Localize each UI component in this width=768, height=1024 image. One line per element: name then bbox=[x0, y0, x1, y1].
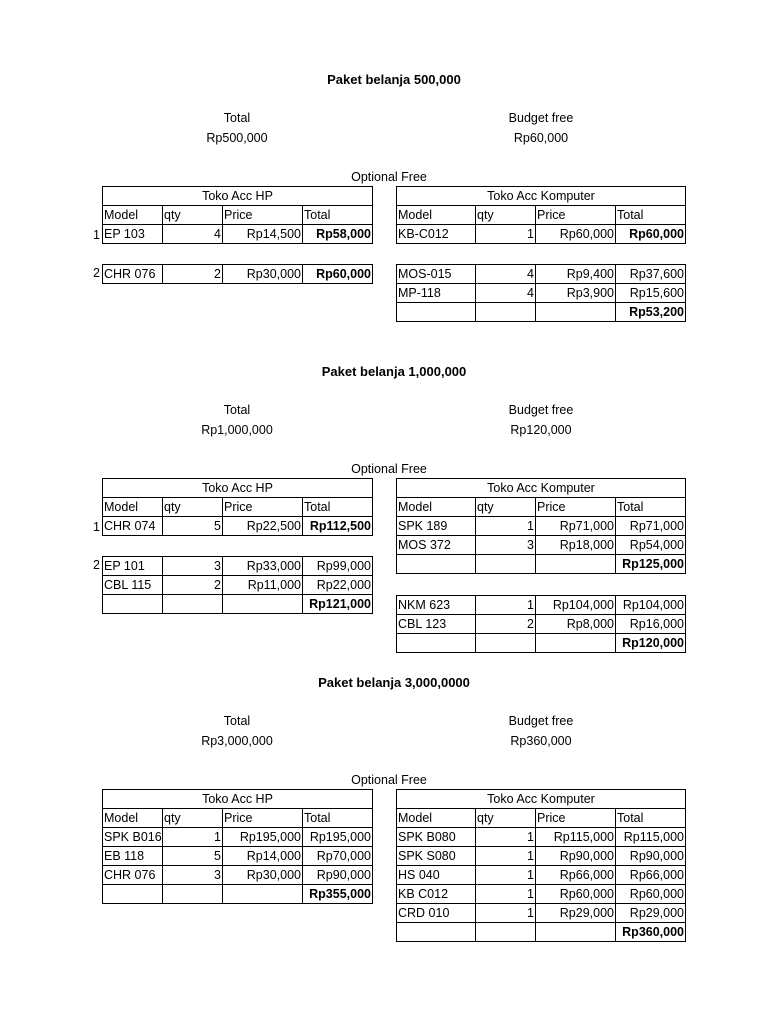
cell-price: Rp33,000 bbox=[223, 557, 303, 576]
table-row bbox=[103, 576, 373, 595]
cell-qty: 1 bbox=[163, 828, 223, 847]
column-headers bbox=[397, 206, 686, 225]
cell-model: KB C012 bbox=[397, 885, 476, 904]
col-qty: qty bbox=[163, 498, 223, 517]
section-2-total-label: Total bbox=[223, 403, 251, 417]
table-row bbox=[103, 225, 373, 244]
cell-model: NKM 623 bbox=[397, 596, 476, 615]
subtotal-value: Rp121,000 bbox=[303, 595, 373, 614]
col-qty: qty bbox=[163, 206, 223, 225]
cell-model: CHR 076 bbox=[103, 866, 163, 885]
section-1-total-value: Rp500,000 bbox=[206, 131, 268, 145]
table-row bbox=[397, 885, 686, 904]
cell-qty: 1 bbox=[476, 847, 536, 866]
section-3-optional-label: Optional Free bbox=[351, 773, 427, 787]
cell-total: Rp37,600 bbox=[616, 265, 686, 284]
cell-total: Rp195,000 bbox=[303, 828, 373, 847]
cell-price: Rp18,000 bbox=[536, 536, 616, 555]
cell-qty: 1 bbox=[476, 517, 536, 536]
col-price: Price bbox=[223, 498, 303, 517]
col-model: Model bbox=[103, 498, 163, 517]
cell-total: Rp15,600 bbox=[616, 284, 686, 303]
cell-qty: 2 bbox=[163, 265, 223, 284]
cell-total: Rp66,000 bbox=[616, 866, 686, 885]
cell-price: Rp60,000 bbox=[536, 225, 616, 244]
column-headers bbox=[103, 809, 373, 828]
col-qty: qty bbox=[476, 809, 536, 828]
cell-price: Rp71,000 bbox=[536, 517, 616, 536]
col-price: Price bbox=[536, 206, 616, 225]
col-total: Total bbox=[616, 498, 686, 517]
hp-row-index: 1 bbox=[93, 520, 100, 534]
section-3-budget-label: Budget free bbox=[508, 714, 574, 728]
hp-row-index: 2 bbox=[93, 558, 100, 572]
col-model: Model bbox=[103, 809, 163, 828]
section-1-title: Paket belanja 500,000 bbox=[327, 72, 461, 87]
cell-total: Rp104,000 bbox=[616, 596, 686, 615]
cell-total: Rp71,000 bbox=[616, 517, 686, 536]
section-1-comp-table-2 bbox=[396, 264, 686, 322]
table-row bbox=[397, 225, 686, 244]
table-row bbox=[103, 847, 373, 866]
cell-qty: 4 bbox=[163, 225, 223, 244]
table-row bbox=[103, 517, 373, 536]
table-header: Toko Acc Komputer bbox=[397, 187, 686, 206]
col-price: Price bbox=[223, 809, 303, 828]
cell-model: CHR 074 bbox=[103, 517, 163, 536]
cell-model: EP 101 bbox=[103, 557, 163, 576]
section-2-title: Paket belanja 1,000,000 bbox=[321, 364, 467, 379]
cell-total: Rp29,000 bbox=[616, 904, 686, 923]
section-2-hp-table bbox=[102, 478, 373, 536]
section-2-comp-table bbox=[396, 478, 686, 574]
cell-total: Rp60,000 bbox=[616, 885, 686, 904]
col-model: Model bbox=[397, 498, 476, 517]
section-2-total-value: Rp1,000,000 bbox=[201, 423, 273, 437]
cell-price: Rp11,000 bbox=[223, 576, 303, 595]
cell-price: Rp30,000 bbox=[223, 265, 303, 284]
table-row bbox=[103, 557, 373, 576]
table-header: Toko Acc Komputer bbox=[397, 479, 686, 498]
table-row bbox=[397, 904, 686, 923]
cell-price: Rp66,000 bbox=[536, 866, 616, 885]
col-price: Price bbox=[223, 206, 303, 225]
table-header: Toko Acc HP bbox=[103, 187, 373, 206]
section-3-total-label: Total bbox=[223, 714, 251, 728]
table-header: Toko Acc Komputer bbox=[397, 790, 686, 809]
table-row bbox=[103, 866, 373, 885]
column-headers bbox=[103, 498, 373, 517]
col-total: Total bbox=[616, 809, 686, 828]
cell-qty: 5 bbox=[163, 847, 223, 866]
subtotal-value: Rp355,000 bbox=[303, 885, 373, 904]
section-2-optional-label: Optional Free bbox=[351, 462, 427, 476]
section-1-comp-table bbox=[396, 186, 686, 244]
cell-price: Rp104,000 bbox=[536, 596, 616, 615]
col-total: Total bbox=[303, 206, 373, 225]
section-1-budget-label: Budget free bbox=[508, 111, 574, 125]
cell-total: Rp16,000 bbox=[616, 615, 686, 634]
section-3-title: Paket belanja 3,000,0000 bbox=[318, 675, 470, 690]
cell-price: Rp14,000 bbox=[223, 847, 303, 866]
col-model: Model bbox=[397, 809, 476, 828]
subtotal-row bbox=[397, 923, 686, 942]
section-2-comp-table-2 bbox=[396, 595, 686, 653]
table-row bbox=[397, 847, 686, 866]
col-total: Total bbox=[303, 498, 373, 517]
subtotal-row bbox=[103, 595, 373, 614]
section-1-hp-table bbox=[102, 186, 373, 244]
col-price: Price bbox=[536, 809, 616, 828]
cell-model: SPK B016 bbox=[103, 828, 163, 847]
cell-total: Rp90,000 bbox=[303, 866, 373, 885]
cell-qty: 1 bbox=[476, 596, 536, 615]
subtotal-value: Rp53,200 bbox=[616, 303, 686, 322]
table-row bbox=[103, 265, 373, 284]
cell-total: Rp60,000 bbox=[616, 225, 686, 244]
col-model: Model bbox=[397, 206, 476, 225]
cell-price: Rp115,000 bbox=[536, 828, 616, 847]
cell-total: Rp99,000 bbox=[303, 557, 373, 576]
subtotal-row bbox=[397, 555, 686, 574]
section-2-budget-value: Rp120,000 bbox=[510, 423, 572, 437]
cell-model: CHR 076 bbox=[103, 265, 163, 284]
table-row bbox=[397, 828, 686, 847]
cell-price: Rp60,000 bbox=[536, 885, 616, 904]
subtotal-value: Rp120,000 bbox=[616, 634, 686, 653]
col-model: Model bbox=[103, 206, 163, 225]
cell-qty: 1 bbox=[476, 866, 536, 885]
subtotal-row bbox=[103, 885, 373, 904]
hp-row-index: 1 bbox=[93, 228, 100, 242]
cell-total: Rp112,500 bbox=[303, 517, 373, 536]
section-1-optional-label: Optional Free bbox=[351, 170, 427, 184]
cell-total: Rp90,000 bbox=[616, 847, 686, 866]
cell-total: Rp58,000 bbox=[303, 225, 373, 244]
subtotal-value: Rp125,000 bbox=[616, 555, 686, 574]
cell-model: HS 040 bbox=[397, 866, 476, 885]
cell-model: SPK S080 bbox=[397, 847, 476, 866]
subtotal-row bbox=[397, 303, 686, 322]
section-1-budget-value: Rp60,000 bbox=[513, 131, 569, 145]
cell-qty: 4 bbox=[476, 265, 536, 284]
table-row bbox=[397, 536, 686, 555]
cell-price: Rp14,500 bbox=[223, 225, 303, 244]
cell-model: CBL 115 bbox=[103, 576, 163, 595]
table-row bbox=[397, 284, 686, 303]
cell-total: Rp115,000 bbox=[616, 828, 686, 847]
section-1-hp-table-2 bbox=[102, 264, 373, 284]
cell-total: Rp54,000 bbox=[616, 536, 686, 555]
cell-price: Rp195,000 bbox=[223, 828, 303, 847]
section-3-hp-table bbox=[102, 789, 373, 904]
cell-qty: 5 bbox=[163, 517, 223, 536]
cell-model: CRD 010 bbox=[397, 904, 476, 923]
cell-qty: 3 bbox=[476, 536, 536, 555]
col-total: Total bbox=[303, 809, 373, 828]
col-qty: qty bbox=[163, 809, 223, 828]
section-3-total-value: Rp3,000,000 bbox=[201, 734, 273, 748]
section-2-hp-table-2 bbox=[102, 556, 373, 614]
col-qty: qty bbox=[476, 206, 536, 225]
cell-model: EB 118 bbox=[103, 847, 163, 866]
cell-total: Rp60,000 bbox=[303, 265, 373, 284]
cell-price: Rp90,000 bbox=[536, 847, 616, 866]
col-qty: qty bbox=[476, 498, 536, 517]
cell-qty: 1 bbox=[476, 885, 536, 904]
cell-total: Rp22,000 bbox=[303, 576, 373, 595]
table-row bbox=[397, 265, 686, 284]
cell-qty: 4 bbox=[476, 284, 536, 303]
cell-qty: 2 bbox=[163, 576, 223, 595]
cell-price: Rp3,900 bbox=[536, 284, 616, 303]
cell-model: KB-C012 bbox=[397, 225, 476, 244]
subtotal-value: Rp360,000 bbox=[616, 923, 686, 942]
col-total: Total bbox=[616, 206, 686, 225]
cell-price: Rp9,400 bbox=[536, 265, 616, 284]
section-3-comp-table bbox=[396, 789, 686, 942]
subtotal-row bbox=[397, 634, 686, 653]
col-price: Price bbox=[536, 498, 616, 517]
column-headers bbox=[397, 809, 686, 828]
table-header: Toko Acc HP bbox=[103, 479, 373, 498]
cell-model: MOS-015 bbox=[397, 265, 476, 284]
section-3-budget-value: Rp360,000 bbox=[510, 734, 572, 748]
section-1-total-label: Total bbox=[223, 111, 251, 125]
table-row bbox=[397, 596, 686, 615]
cell-price: Rp8,000 bbox=[536, 615, 616, 634]
cell-qty: 1 bbox=[476, 225, 536, 244]
cell-qty: 3 bbox=[163, 866, 223, 885]
cell-model: MP-118 bbox=[397, 284, 476, 303]
table-row bbox=[103, 828, 373, 847]
hp-row-index: 2 bbox=[93, 266, 100, 280]
cell-qty: 2 bbox=[476, 615, 536, 634]
cell-price: Rp22,500 bbox=[223, 517, 303, 536]
table-row bbox=[397, 517, 686, 536]
cell-model: SPK B080 bbox=[397, 828, 476, 847]
column-headers bbox=[397, 498, 686, 517]
cell-price: Rp29,000 bbox=[536, 904, 616, 923]
table-header: Toko Acc HP bbox=[103, 790, 373, 809]
cell-total: Rp70,000 bbox=[303, 847, 373, 866]
column-headers bbox=[103, 206, 373, 225]
cell-model: MOS 372 bbox=[397, 536, 476, 555]
table-row bbox=[397, 866, 686, 885]
cell-model: SPK 189 bbox=[397, 517, 476, 536]
table-row bbox=[397, 615, 686, 634]
section-2-budget-label: Budget free bbox=[508, 403, 574, 417]
cell-model: EP 103 bbox=[103, 225, 163, 244]
cell-qty: 1 bbox=[476, 828, 536, 847]
cell-qty: 1 bbox=[476, 904, 536, 923]
cell-qty: 3 bbox=[163, 557, 223, 576]
cell-model: CBL 123 bbox=[397, 615, 476, 634]
cell-price: Rp30,000 bbox=[223, 866, 303, 885]
